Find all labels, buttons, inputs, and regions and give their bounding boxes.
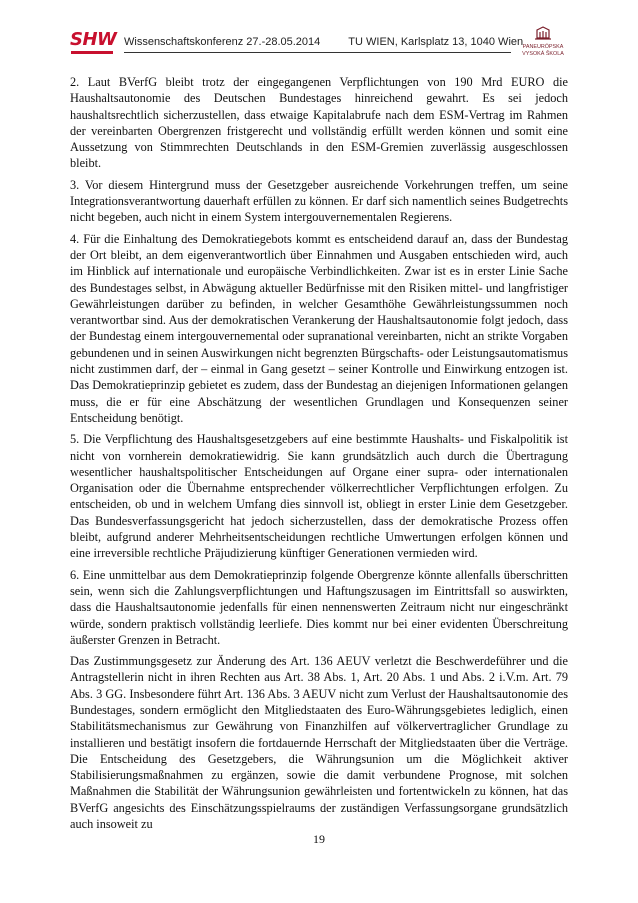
page-number: 19: [313, 832, 325, 846]
paragraph-2: 2. Laut BVerfG bleibt trotz der eingegangenen Verpflichtungen von 190 Mrd EURO die Haushaltsautonomie des Deutschen Bundestages hinreichend gewahrt. Es sei jedoch haushaltsrechtlich sicherzustellen, dass etwaige Kapitalabrufe nach dem ESM-Vertrag im Rahmen der vereinbarten Obergrenzen fristgerecht und vollständig erfüllt werden können und somit eine Aussetzung von Stimmrechten Deutschlands in den ESM-Gremien zuverlässig ausgeschlossen bleibt.: [70, 75, 568, 171]
shw-logo-underline: [71, 51, 113, 54]
paragraph-4: 4. Für die Einhaltung des Demokratiegebots kommt es entscheidend darauf an, dass der Bundestag der Ort bleibt, an dem eigenverantwortlich über Einnahmen und Ausgaben entschieden wird, auch im Hinblick auf internationale und europäische Verbindlichkeiten. Zwar ist es in erster Linie Sache des Bundestages selbst, in Abwägung aktueller Bedürfnisse mit den Risiken mittel- und langfristiger Gewährleistungen darüber zu befinden, in welcher Gesamthöhe Gewährleistungssummen noch verantwortbar sind. Aus der demokratischen Verankerung der Haushaltsautonomie folgt jedoch, dass der Bundestag einem intergouvernemental oder supranational vereinbarten, nicht an strikte Vorgaben gebundenen und in seinen Auswirkungen nicht begrenzten Bürgschafts- oder Leistungsautomatismus nicht zustimmen darf, der – einmal in Gang gesetzt – seiner Kontrolle und Einwirkung entzogen ist. Das Demokratieprinzip gebietet es zudem, dass der Bundestag an diejenigen Informationen gelangen muss, die er für eine Abschätzung der wesentlichen Grundlagen und Konsequenzen seiner Entscheidung benötigt.: [70, 231, 568, 425]
paragraph-conclusion: Das Zustimmungsgesetz zur Änderung des Art. 136 AEUV verletzt die Beschwerdeführer und die Antragstellerin nicht in ihren Rechten aus Art. 38 Abs. 1, Art. 20 Abs. 1 und Abs. 2 i.V.m. Art. 79 Abs. 3 GG. Insbesondere führt Art. 136 Abs. 3 AEUV nicht zum Verlust der Haushaltsautonomie des Bundestages, sondern ermöglicht den Mitgliedstaaten des Euro-Währungsgebietes lediglich, einen Stabilitätsmechanismus zur Gewährung von Finanzhilfen auf völkervertraglicher Grundlage zu installieren und bestätigt insofern die fortdauernde Herrschaft der Mitgliedstaaten über die Verträge. Die Entscheidung des Gesetzgebers, die Währungsunion um die Möglichkeit aktiver Stabilisierungsmaßnahmen zu ergänzen, sowie die damit verbundene Prognose, mit solchen Maßnahmen die Stabilität der Währungsunion gewährleisten und fortentwickeln zu können, hat das BVerfG angesichts des Einschätzungsspielraums der zuständigen Verfassungsorgane grundsätzlich auch insoweit zu: [70, 654, 568, 832]
header-underline: [124, 52, 511, 53]
shw-logo-text: SHW: [70, 29, 117, 50]
conference-venue: TU WIEN, Karlsplatz 13, 1040 Wien: [348, 36, 524, 48]
logo-right-line1: PANEURÓPSKA: [522, 44, 564, 50]
conference-title: Wissenschaftskonferenz 27.-28.05.2014: [124, 36, 321, 48]
logo-right-line2: VYSOKÁ ŠKOLA: [522, 51, 564, 57]
paragraph-5: 5. Die Verpflichtung des Haushaltsgesetzgebers auf eine bestimmte Haushalts- und Fiskalpolitik ist nicht von vornherein demokratiewidrig. Sie kann grundsätzlich auch durch die Übertragung wesentlicher haushaltspolitischer Entscheidungen auf Organe einer supra- oder internationalen Organisation oder die Übernahme entsprechender völkerrechtlicher Verpflichtungen erfolgen. Zu entscheiden, ob und in welchem Umfang dies sinnvoll ist, obliegt in erster Linie dem Gesetzgeber. Das Bundesverfassungsgericht hat jedoch sicherzustellen, dass der demokratische Prozess offen bleibt, aufgrund anderer Mehrheitsentscheidungen rechtliche Umwertungen erfolgen können und eine irreversible rechtliche Präjudizierung künftiger Generationen vermieden wird.: [70, 432, 568, 561]
body-text: [70, 74, 568, 837]
paragraph-6: 6. Eine unmittelbar aus dem Demokratieprinzip folgende Obergrenze könnte allenfalls überschritten sein, wenn sich die Zahlungsverpflichtungen und Haftungszusagen im Eintrittsfall so auswirkten, dass die Haushaltsautonomie jedenfalls für einen nennenswerten Zeitraum nicht nur eingeschränkt würde, sondern praktisch vollständig leerliefe. Dies kommt nur bei einer evidenten Überschreitung äußerster Grenzen in Betracht.: [70, 567, 568, 647]
header-text: [124, 36, 523, 48]
page-header: [70, 29, 570, 58]
paragraph-3: 3. Vor diesem Hintergrund muss der Gesetzgeber ausreichende Vorkehrungen treffen, um seine Integrationsverantwortung dauerhaft erfüllen zu können. Er darf sich namentlich seines Budgetrechts nicht begeben, auch nicht in einem System intergouvernementalen Regierens.: [70, 177, 568, 225]
shw-logo: [70, 29, 117, 54]
paneuropean-university-logo-icon: [516, 26, 570, 60]
